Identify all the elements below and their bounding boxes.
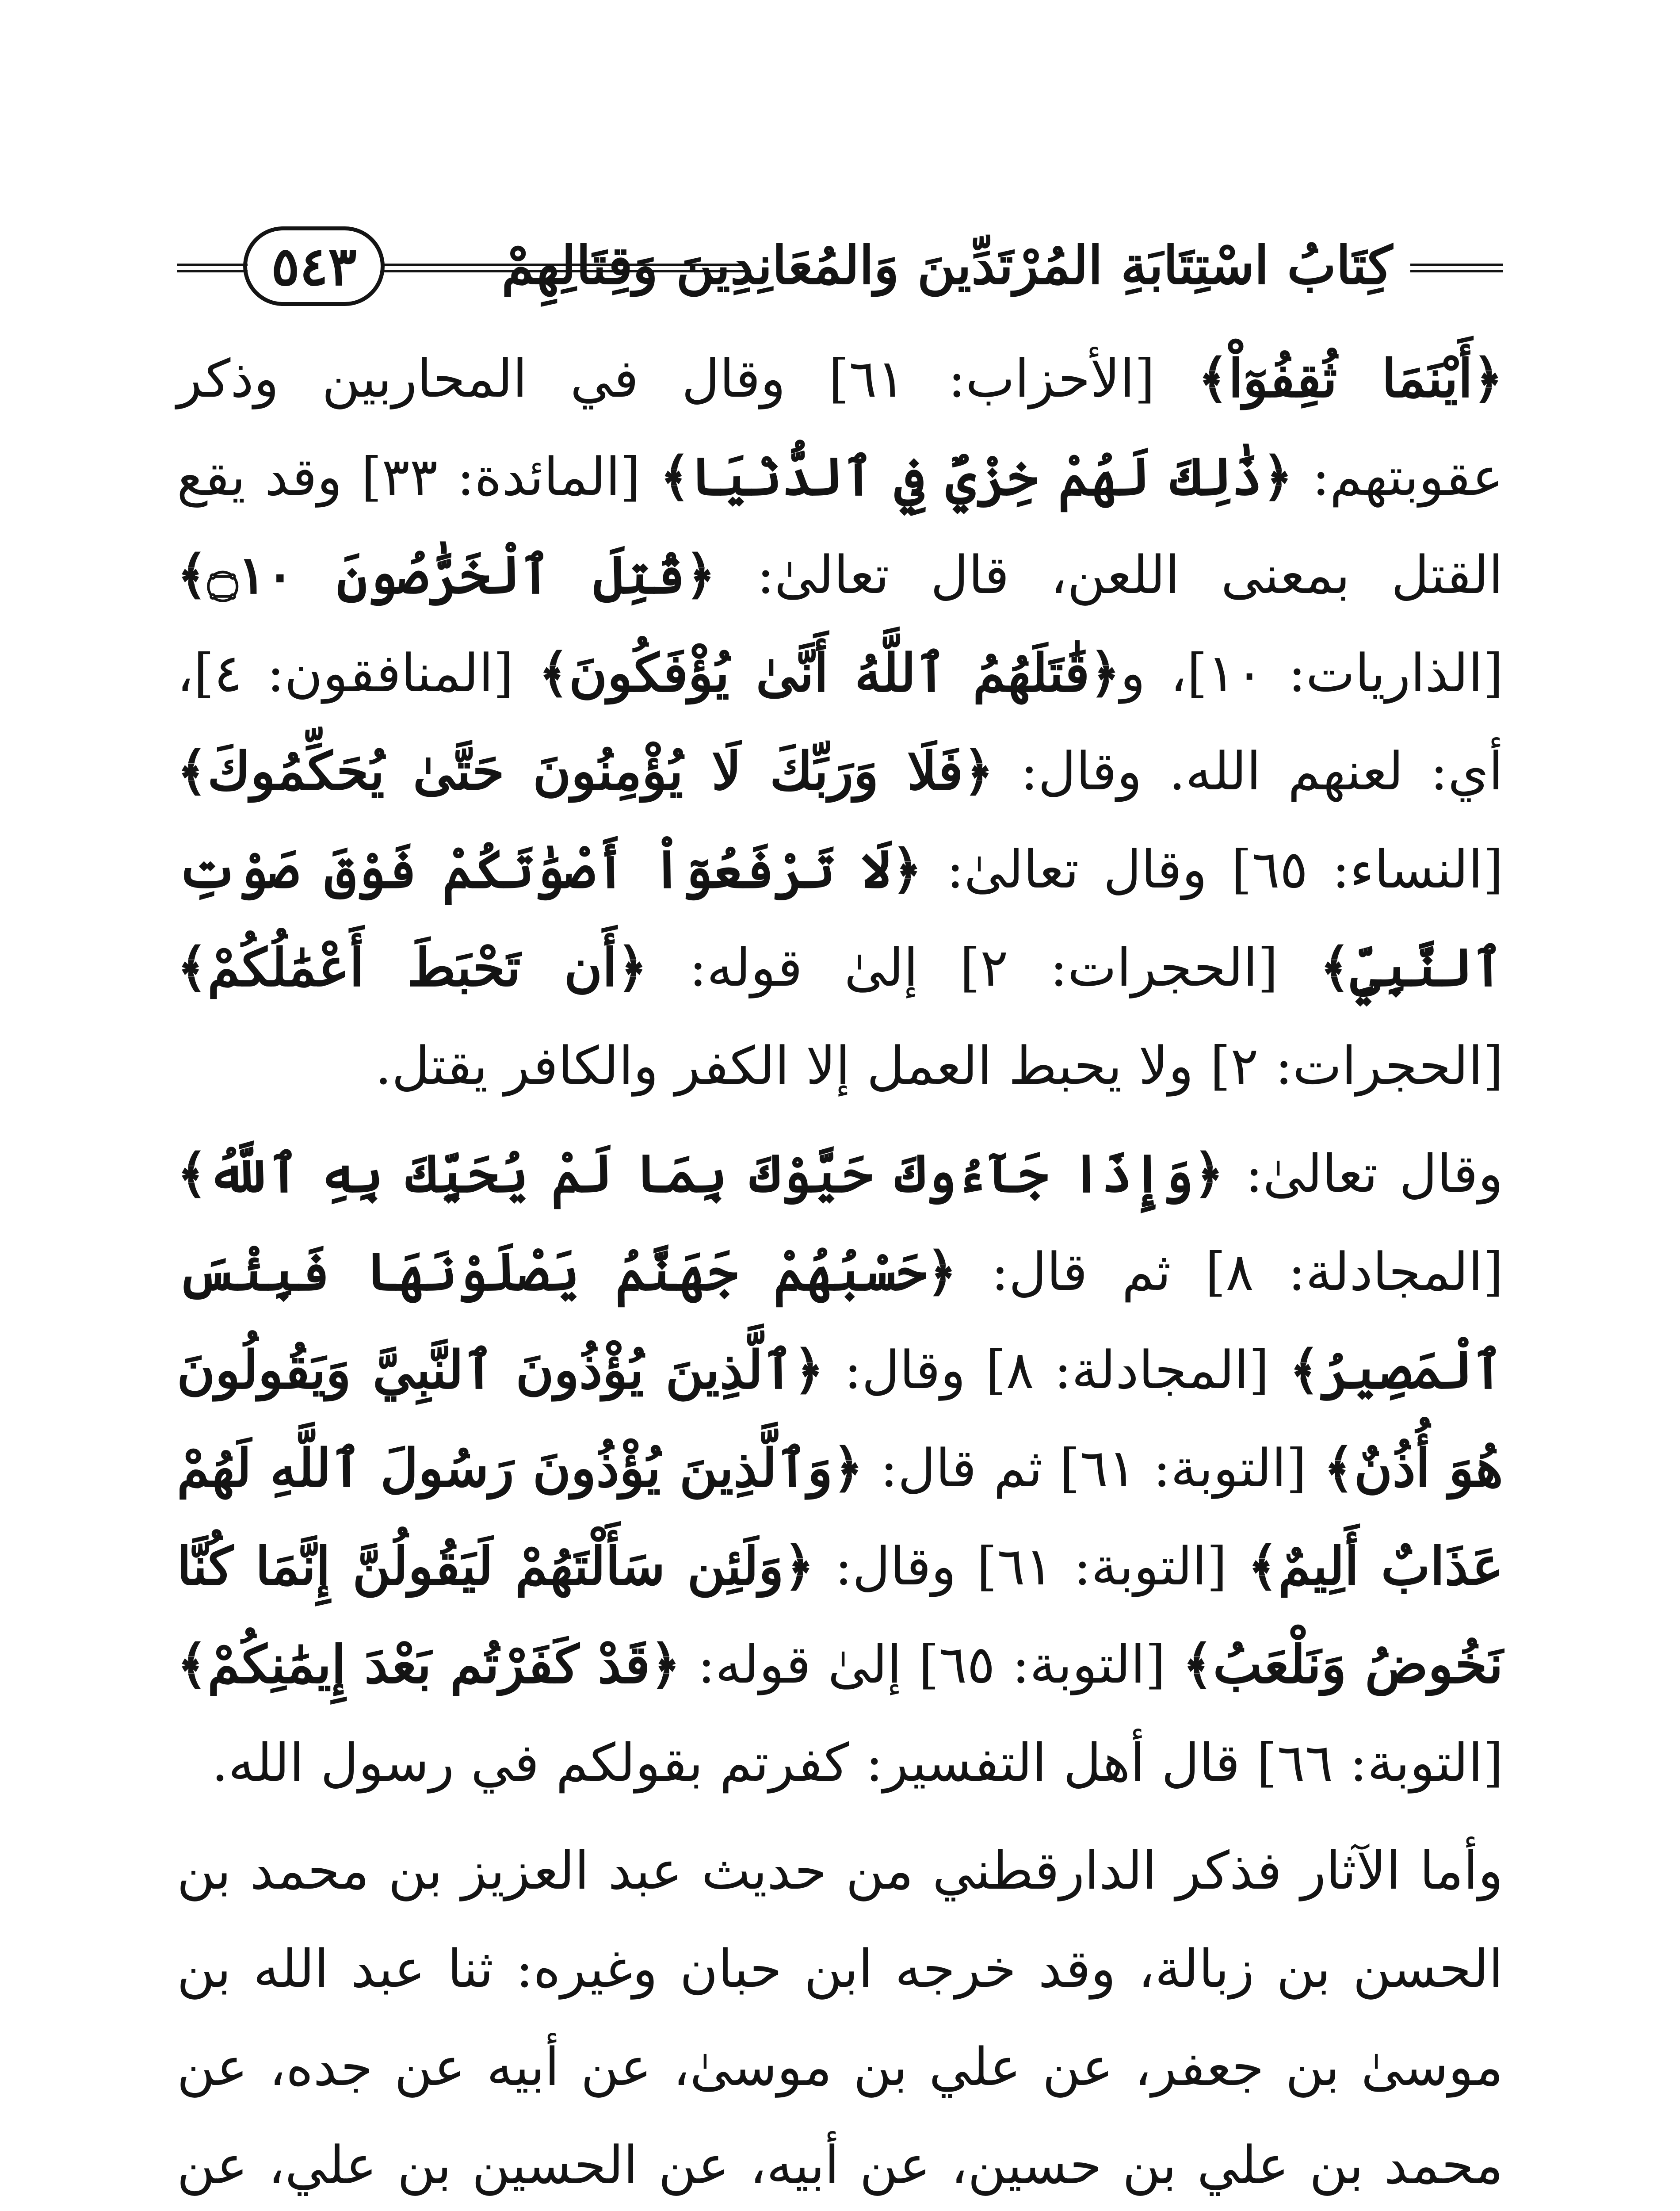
quran-verse: ﴿قَٰتَلَهُمُ ٱللَّهُ أَنَّىٰ يُؤْفَكُونَ﴾ <box>538 642 1120 704</box>
quran-verse: ﴿ٱلَّذِينَ يُؤْذُونَ ٱلنَّبِيَّ وَيَقُولُونَ هُوَ أُذُنٌ﴾ <box>177 1339 1503 1499</box>
header-rule <box>380 264 747 272</box>
text-run: [النساء: ٦٥] وقال تعالىٰ: <box>922 839 1503 900</box>
paragraph <box>177 1125 1503 1812</box>
quran-verse: ﴿قُتِلَ ٱلْخَرَّٰصُونَ ۝١٠﴾ <box>177 544 716 605</box>
quran-verse: ﴿أَيْنَمَا ثُقِفُوٓاْ﴾ <box>1198 348 1504 409</box>
text-run: وقال تعالىٰ: <box>1224 1143 1503 1204</box>
text-run: [التوبة: ٦١] وقال: <box>814 1536 1248 1597</box>
text-run: [التوبة: ٦٥] إلىٰ قوله: <box>680 1634 1183 1695</box>
text-run: [الأحزاب: ٦١] وقال في المحاربين وذكر عقوبتهم: <box>177 348 1504 507</box>
quran-verse: ﴿فَلَا وَرَبِّكَ لَا يُؤْمِنُونَ حَتَّىٰ يُحَكِّمُوكَ﴾ <box>177 740 994 802</box>
quran-verse: ﴿ذَٰلِكَ لَهُمْ خِزْيٌ فِي ٱلدُّنْيَا﴾ <box>660 446 1293 507</box>
running-header <box>177 221 1503 318</box>
text-run: [الحجرات: ٢] ولا يحبط العمل إلا الكفر والكافر يقتل. <box>375 1035 1503 1096</box>
text-run: [المجادلة: ٨] ثم قال: <box>957 1241 1503 1302</box>
text-run: [الحجرات: ٢] إلىٰ قوله: <box>647 937 1320 998</box>
quran-verse: ﴿وَٱلَّذِينَ يُؤْذُونَ رَسُولَ ٱللَّهِ لَهُمْ عَذَابٌ أَلِيمٌ﴾ <box>177 1437 1504 1597</box>
text-run: [الذاريات: ١٠]، و <box>1120 643 1503 704</box>
header-rule <box>177 264 248 272</box>
chapter-title: كِتَابُ اسْتِتَابَةِ المُرْتَدِّينَ وَالمُعَانِدِينَ وَقِتَالِهِمْ <box>501 234 1393 296</box>
paragraph <box>177 329 1503 1115</box>
quran-verse: ﴿قَدْ كَفَرْتُم بَعْدَ إِيمَٰنِكُمْ﴾ <box>177 1633 681 1695</box>
quran-verse: ﴿وَلَئِن سَأَلْتَهُمْ لَيَقُولُنَّ إِنَّمَا كُنَّا نَخُوضُ وَنَلْعَبُ﴾ <box>177 1535 1504 1695</box>
quran-verse: ﴿وَإِذَا جَآءُوكَ حَيَّوْكَ بِمَا لَمْ يُحَيِّكَ بِهِ ٱللَّهُ﴾ <box>177 1143 1224 1204</box>
text-run: [التوبة: ٦١] ثم قال: <box>863 1438 1324 1499</box>
quran-verse: ﴿لَا تَرْفَعُوٓاْ أَصْوَٰتَكُمْ فَوْقَ صَوْتِ ٱلنَّبِيِّ﴾ <box>177 838 1503 998</box>
text-run: [التوبة: ٦٦] قال أهل التفسير: كفرتم بقولكم في رسول الله. <box>211 1732 1503 1793</box>
paragraph <box>177 1821 1503 2211</box>
quran-verse: ﴿أَن تَحْبَطَ أَعْمَٰلُكُمْ﴾ <box>177 937 648 998</box>
page-number: ٥٤٣ <box>243 226 385 306</box>
text-run: وأما الآثار فذكر الدارقطني من حديث عبد العزيز بن محمد بن الحسن بن زبالة، وقد خرجه ابن حبان وغيره: ثنا عبد الله بن موسىٰ بن جعفر، عن علي بن موسىٰ، عن أبيه عن جده، عن محمد بن علي بن حسين، عن أبيه، عن الحسين بن علي، عن <box>177 1840 1503 2196</box>
text-run: [المنافقون: ٤]، أي: لعنهم الله. وقال: <box>177 643 1503 802</box>
text-run: [المائدة: ٣٣] وقد يقع القتل بمعنى اللعن، قال تعالىٰ: <box>177 446 1503 605</box>
quran-verse: ﴿حَسْبُهُمْ جَهَنَّمُ يَصْلَوْنَهَا فَبِئْسَ ٱلْمَصِيرُ﴾ <box>177 1241 1503 1400</box>
text-run: [المجادلة: ٨] وقال: <box>824 1339 1290 1400</box>
main-text <box>177 329 1503 2211</box>
header-rule <box>1410 264 1503 272</box>
